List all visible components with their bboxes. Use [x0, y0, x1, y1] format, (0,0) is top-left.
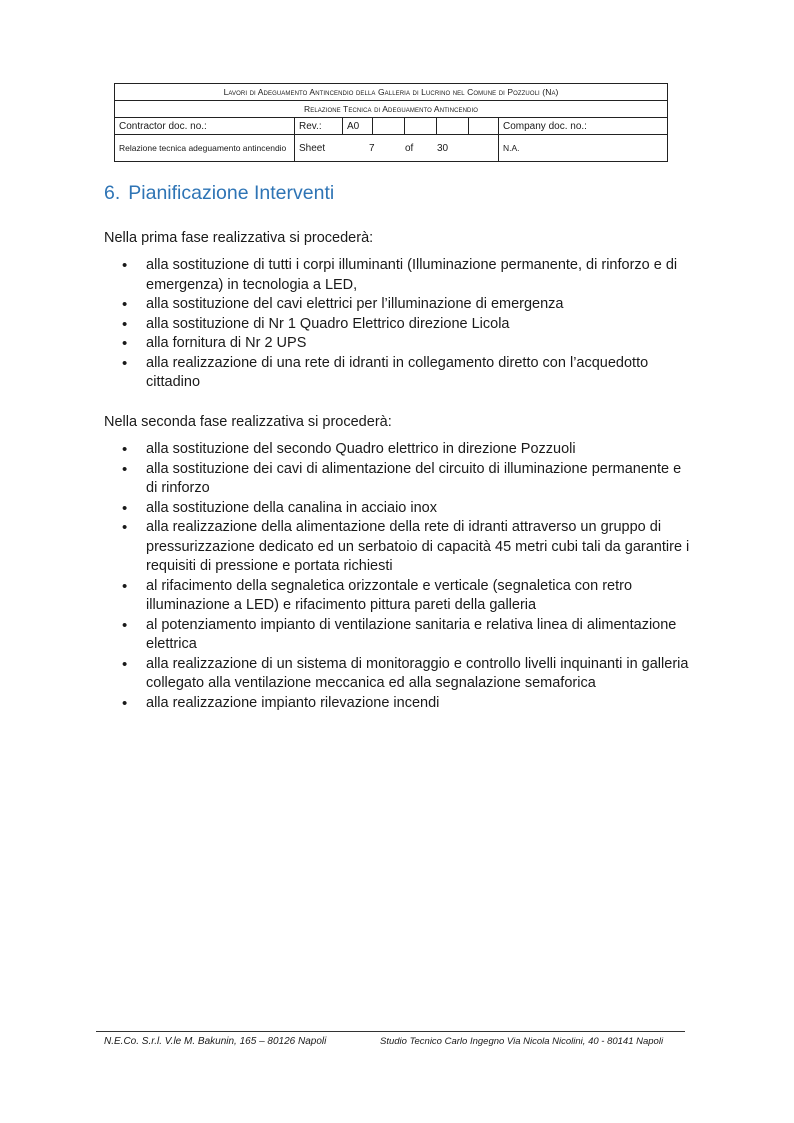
sheet-label: Sheet [299, 142, 326, 154]
list-item: • alla realizzazione di una rete di idranti in collegamento diretto con l’acquedotto cittadino [122, 354, 692, 393]
project-title: Lavori di Adeguamento Antincendio della Galleria di Lucrino nel Comune di Pozzuoli (Na) [115, 84, 668, 101]
document-title: Relazione Tecnica di Adeguamento Antincendio [115, 101, 668, 118]
rev-cell-empty [405, 118, 437, 135]
rev-cell-empty [373, 118, 405, 135]
sheet-of: of [405, 142, 414, 154]
list-item: • alla sostituzione della canalina in acciaio inox [122, 499, 692, 519]
section-heading [104, 182, 334, 205]
list-item: • alla sostituzione del cavi elettrici per l’illuminazione di emergenza [122, 295, 692, 315]
section-number: 6. [104, 182, 121, 204]
list-item: • alla sostituzione dei cavi di alimentazione del circuito di illuminazione permanente e di rinforzo [122, 460, 692, 499]
contractor-value: Relazione tecnica adeguamento antincendio [115, 135, 295, 162]
phase1-intro: Nella prima fase realizzativa si procederà: [104, 230, 374, 246]
rev-value: A0 [343, 118, 373, 135]
phase1-list [122, 256, 692, 393]
list-item: • alla sostituzione del secondo Quadro elettrico in direzione Pozzuoli [122, 440, 692, 460]
footer-divider [96, 1031, 685, 1032]
company-label: Company doc. no.: [499, 118, 668, 135]
rev-cell-empty [437, 118, 469, 135]
phase2-list [122, 440, 692, 713]
list-item: • alla realizzazione di un sistema di monitoraggio e controllo livelli inquinanti in galleria collegato alla ventilazione meccanica ed alla segnalazione semaforica [122, 655, 692, 694]
phase2-intro: Nella seconda fase realizzativa si procederà: [104, 414, 392, 430]
list-item: • alla fornitura di Nr 2 UPS [122, 334, 692, 354]
company-value: N.A. [499, 135, 668, 162]
sheet-number: 7 [369, 142, 375, 154]
rev-label: Rev.: [295, 118, 343, 135]
contractor-label: Contractor doc. no.: [115, 118, 295, 135]
document-header-table [114, 83, 668, 162]
sheet-total: 30 [437, 142, 449, 154]
rev-cell-empty [469, 118, 499, 135]
list-item: • alla sostituzione di tutti i corpi illuminanti (Illuminazione permanente, di rinforzo e di emergenza) in tecnologia a LED, [122, 256, 692, 295]
footer-left: N.E.Co. S.r.l. V.le M. Bakunin, 165 – 80126 Napoli [104, 1036, 327, 1047]
list-item: • alla realizzazione della alimentazione della rete di idranti attraverso un gruppo di pressurizzazione dedicato ed un serbatoio di capacità 45 metri cubi tali da garantire i requisiti di pressione e portata richiesti [122, 518, 692, 577]
list-item: • al rifacimento della segnaletica orizzontale e verticale (segnaletica con retro illuminazione a LED) e rifacimento pittura pareti della galleria [122, 577, 692, 616]
list-item: • alla sostituzione di Nr 1 Quadro Elettrico direzione Licola [122, 315, 692, 335]
list-item: • al potenziamento impianto di ventilazione sanitaria e relativa linea di alimentazione elettrica [122, 616, 692, 655]
section-title: Pianificazione Interventi [128, 182, 335, 204]
list-item: • alla realizzazione impianto rilevazione incendi [122, 694, 692, 714]
footer-right: Studio Tecnico Carlo Ingegno Via Nicola Nicolini, 40 - 80141 Napoli [380, 1036, 664, 1047]
sheet-indicator [295, 135, 499, 162]
